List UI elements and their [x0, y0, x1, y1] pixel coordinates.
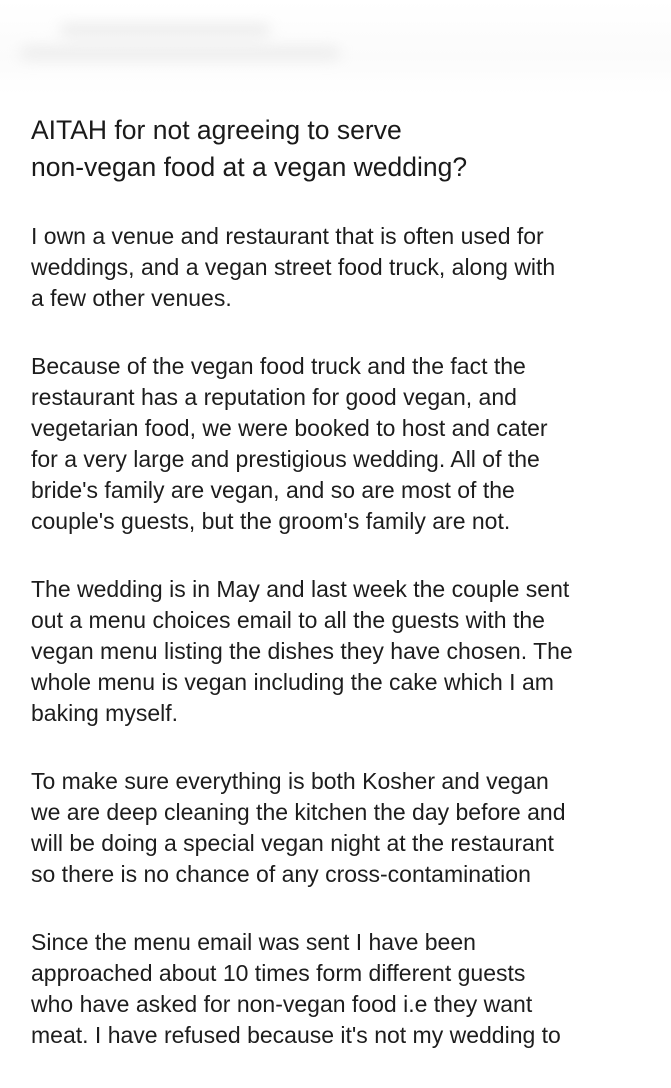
post-paragraph: The wedding is in May and last week the couple sent out a menu choices email to all the guests with the vegan menu listing the dishes they have chosen. The whole menu is vegan including the cake which I am baking myself.: [31, 576, 573, 726]
post-paragraph: I own a venue and restaurant that is often used for weddings, and a vegan street food truck, along with a few other venues.: [31, 223, 556, 311]
blurred-header-area: [0, 0, 671, 95]
post-paragraph: Because of the vegan food truck and the fact the restaurant has a reputation for good vegan, and vegetarian food, we were booked to host and cater for a very large and prestigious wedding. All of the bride's family are vegan, and so are most of the couple's guests, but the groom's family are not.: [31, 353, 548, 534]
post-paragraph: Since the menu email was sent I have been approached about 10 times form different guests who have asked for non-vegan food i.e they want meat. I have refused because it's not my wedding to: [31, 929, 561, 1048]
blurred-header-content: [20, 18, 360, 78]
post-title: AITAH for not agreeing to serve non-vegan food at a vegan wedding?: [31, 115, 468, 182]
blurred-username-line: [20, 46, 340, 60]
blurred-subreddit-line: [60, 24, 270, 36]
post-paragraph: To make sure everything is both Kosher and vegan we are deep cleaning the kitchen the day before and will be doing a special vegan night at the restaurant so there is no chance of any cross-contamination: [31, 768, 566, 887]
post-body: [31, 221, 646, 1088]
